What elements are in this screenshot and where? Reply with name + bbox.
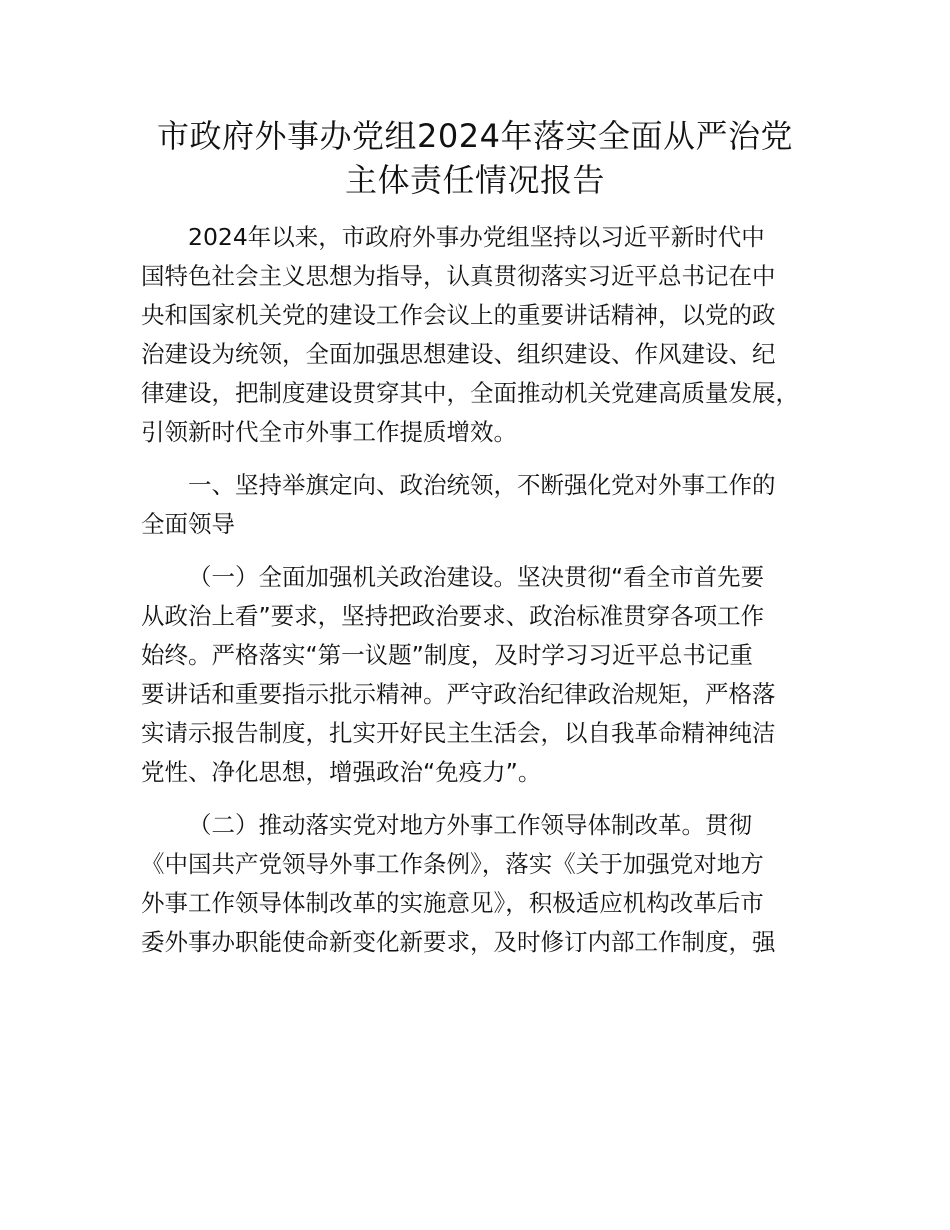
paragraph-line: 始终。严格落实“第一议题”制度，及时学习习近平总书记重 bbox=[141, 641, 753, 669]
paragraph-line: 一、坚持举旗定向、政治统领，不断强化党对外事工作的 bbox=[188, 471, 776, 499]
paragraph-line: 治建设为统领，全面加强思想建设、组织建设、作风建设、纪 bbox=[141, 340, 776, 368]
paragraph-line: 《中国共产党领导外事工作条例》，落实《关于加强党对地方 bbox=[141, 850, 764, 878]
paragraph-line: 国特色社会主义思想为指导，认真贯彻落实习近平总书记在中 bbox=[141, 262, 776, 290]
document-title bbox=[0, 114, 950, 202]
paragraph-line: 委外事办职能使命新变化新要求，及时修订内部工作制度，强 bbox=[141, 928, 776, 956]
paragraph-line: 央和国家机关党的建设工作会议上的重要讲话精神，以党的政 bbox=[141, 301, 776, 329]
section-heading-1 bbox=[141, 466, 841, 544]
paragraph-line: （二）推动落实党对地方外事工作领导体制改革。贯彻 bbox=[188, 811, 752, 839]
paragraph-line: 外事工作领导体制改革的实施意见》，积极适应机构改革后市 bbox=[141, 889, 764, 917]
paragraph-line: 要讲话和重要指示批示精神。严守政治纪律政治规矩，严格落 bbox=[141, 680, 776, 708]
paragraph-line: 律建设，把制度建设贯穿其中，全面推动机关党建高质量发展， bbox=[141, 379, 799, 407]
paragraph-line: 党性、净化思想，增强政治“免疫力”。 bbox=[141, 758, 542, 786]
paragraph-line: 实请示报告制度，扎实开好民主生活会，以自我革命精神纯洁 bbox=[141, 719, 776, 747]
paragraph-line: 2024年以来，市政府外事办党组坚持以习近平新时代中 bbox=[188, 223, 765, 251]
title-line: 市政府外事办党组2024年落实全面从严治党 bbox=[157, 117, 793, 155]
paragraph-subsection-1 bbox=[141, 558, 841, 792]
paragraph-line: 从政治上看”要求，坚持把政治要求、政治标准贯穿各项工作 bbox=[141, 602, 765, 630]
paragraph-intro bbox=[141, 218, 841, 452]
title-line: 主体责任情况报告 bbox=[344, 161, 605, 199]
paragraph-subsection-2 bbox=[141, 806, 841, 962]
paragraph-line: 全面领导 bbox=[141, 510, 235, 538]
paragraph-line: （一）全面加强机关政治建设。坚决贯彻“看全市首先要 bbox=[188, 563, 765, 591]
paragraph-line: 引领新时代全市外事工作提质增效。 bbox=[141, 418, 517, 446]
document-body bbox=[141, 218, 841, 962]
